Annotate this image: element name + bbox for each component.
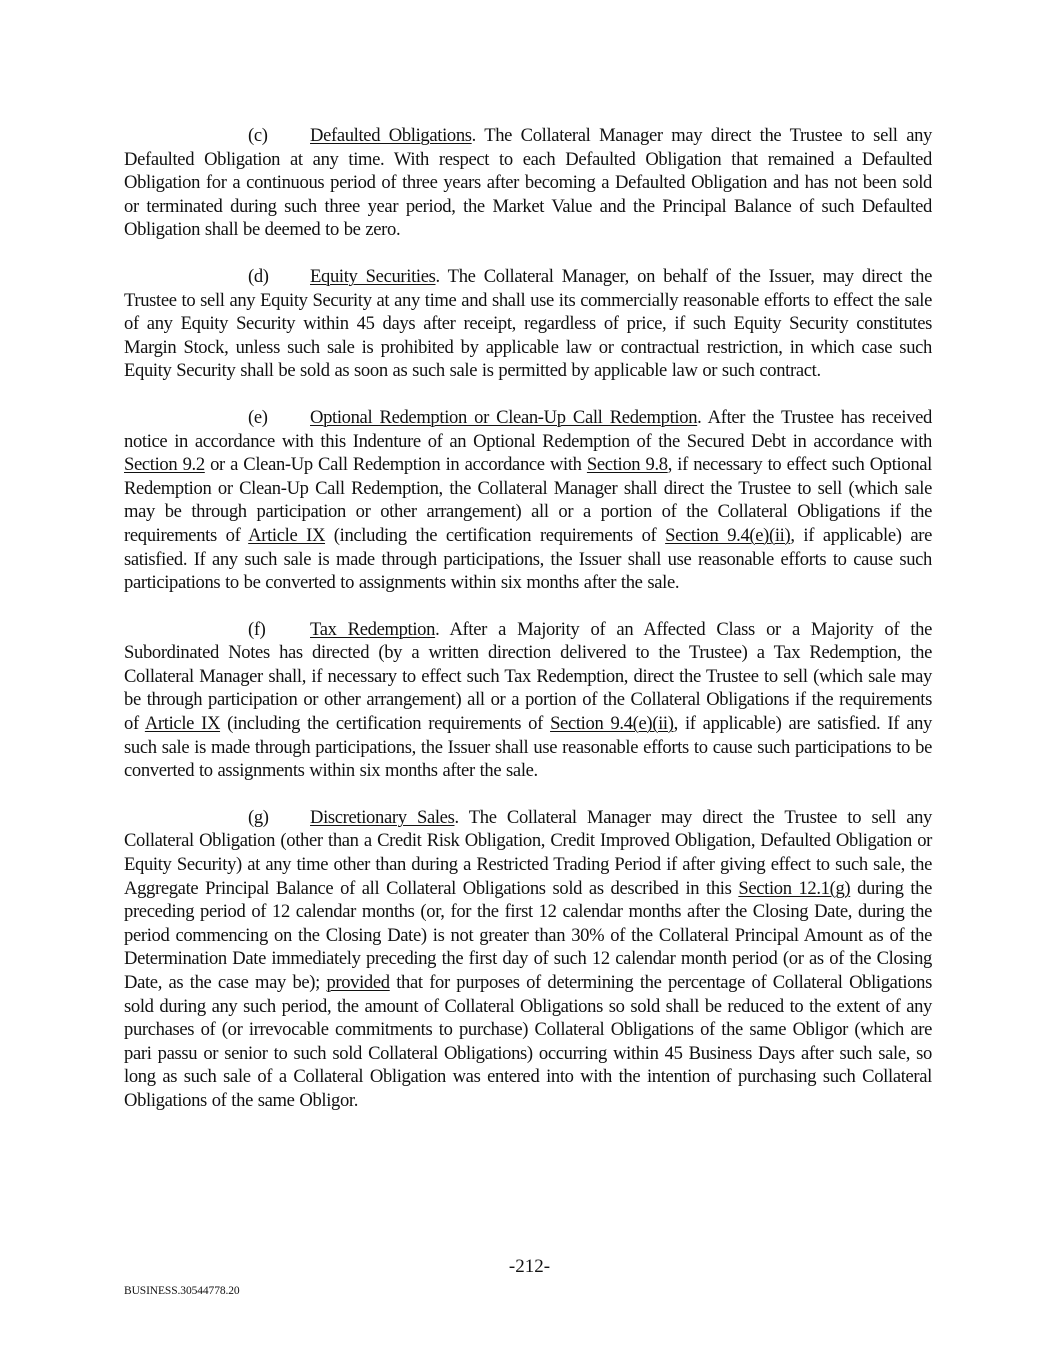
body-text: . After the Trustee has received notice in accordance with this Indenture of an Optional Redemption of the Secured Debt in accordance with [124,406,932,452]
cross-reference: Section 9.8 [586,454,668,476]
body-text: , if applicable) are satisfied. If any such sale is made through participations, the Issuer shall use reasonable efforts to cause such participations to be converted to assignments within six months after the sale. [124,524,932,594]
section-heading: Tax Redemption [310,618,436,640]
paragraph-text [124,807,932,1111]
cross-reference: Section 9.4(e)(ii) [550,713,674,735]
section-heading: Optional Redemption or Clean-Up Call Redemption [310,406,698,428]
paragraph-text [124,619,932,782]
body-text: , if necessary to effect such Optional Redemption or Clean-Up Call Redemption, the Collateral Manager shall direct the Trustee to sell (which sale may be through participation or other arrangement) all or a portion of the Collateral Obligations if the requirements of [124,454,932,546]
paragraph-text [124,407,932,593]
document-body [124,124,932,1136]
paragraph-label: (c) [248,125,268,146]
paragraph-c [124,124,932,242]
paragraph-label: (d) [248,265,269,287]
paragraph-text [124,266,932,381]
cross-reference: Article IX [144,713,221,735]
body-text: during the preceding period of 12 calendar months (or, for the first 12 calendar months after the Closing Date, during the period commencing on the Closing Date) is not greater than 30% of the Collateral Principal Amount as of the Determination Date immediately preceding the first day of such 12 calendar month period (or as of the Closing Date, as the case may be); [124,877,933,993]
paragraph-f [124,618,932,783]
body-text: (including the certification requirements of [325,524,666,546]
paragraph-label: (e) [248,406,268,428]
paragraph-g [124,806,932,1113]
section-heading: Discretionary Sales [310,806,455,828]
cross-reference: Article IX [248,524,326,546]
body-text: or a Clean-Up Call Redemption in accordance with [204,454,587,476]
paragraph-label: (f) [248,618,266,640]
paragraph-d [124,265,932,383]
document-id-footer: BUSINESS.30544778.20 [124,1285,240,1297]
section-heading: Defaulted Obligations [310,125,472,146]
cross-reference: provided [326,972,390,993]
page-number: -212- [508,1256,551,1277]
cross-reference: Section 9.2 [124,454,205,476]
section-heading: Equity Securities [310,265,436,287]
paragraph-text [124,125,932,240]
body-text: . The Collateral Manager may direct the Trustee to sell any Defaulted Obligation at any time. With respect to each Defaulted Obligation that remained a Defaulted Obligation for a continuous period of three years after becoming a Defaulted Obligation and has not been sold or terminated during such three year period, the Market Value and the Principal Balance of such Defaulted Obligation shall be deemed to be zero. [124,125,932,241]
body-text: . The Collateral Manager may direct the Trustee to sell any Collateral Obligation (other than a Credit Risk Obligation, Credit Improved Obligation, Defaulted Obligation or Equity Security) at any time other than during a Restricted Trading Period if after giving effect to such sale, the Aggregate Principal Balance of all Collateral Obligations sold as described in this [124,806,932,899]
body-text: . The Collateral Manager, on behalf of the Issuer, may direct the Trustee to sell any Equity Security at any time and shall use its commercially reasonable efforts to effect the sale of any Equity Security within 45 days after receipt, regardless of price, if such Equity Security constitutes Margin Stock, unless such sale is prohibited by applicable law or contractual restriction, in which case such Equity Security shall be sold as soon as such sale is permitted by applicable law or such contract. [124,265,932,382]
body-text: (including the certification requirements of [220,713,551,735]
body-text: that for purposes of determining the percentage of Collateral Obligations sold during any such period, the amount of Collateral Obligations so sold shall be reduced to the extent of any purchases of (or irrevocable commitments to purchase) Collateral Obligations of the same Obligor (which are pari passu or senior to such sold Collateral Obligations) occurring within 45 Business Days after such sale, so long as such sale of a Collateral Obligation was entered into with the intention of purchasing such Collateral Obligations of the same Obligor. [124,972,932,1111]
body-text: . After a Majority of an Affected Class or a Majority of the Subordinated Notes has directed (by a written direction delivered to the Trustee) a Tax Redemption, the Collateral Manager shall, if necessary to effect such Tax Redemption, direct the Trustee to sell (which sale may be through participation or other arrangement) all or a portion of the Collateral Obligations if the requirements of [124,618,932,735]
cross-reference: Section 9.4(e)(ii) [665,524,791,546]
body-text: , if applicable) are satisfied. If any such sale is made through participations, the Issuer shall use reasonable efforts to cause such participations to be converted to assignments within six months after the sale. [124,713,932,782]
cross-reference: Section 12.1(g) [738,877,851,899]
paragraph-label: (g) [248,806,269,828]
paragraph-e [124,406,932,595]
